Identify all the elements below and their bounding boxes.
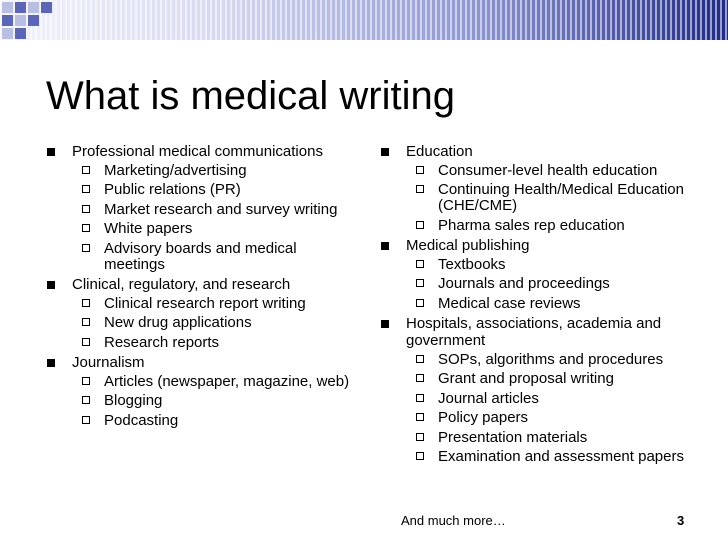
sub-bullet-item xyxy=(406,163,698,179)
sub-bullet-text: Journal articles xyxy=(438,389,539,407)
bullet-text: Medical publishing xyxy=(406,237,530,254)
left-bullet-column xyxy=(46,143,356,432)
sub-bullet-item xyxy=(406,296,698,312)
checker-square xyxy=(28,15,39,26)
sub-bullet-item xyxy=(72,315,356,331)
checker-square xyxy=(2,15,13,26)
page-number: 3 xyxy=(677,513,685,528)
sub-bullet-item xyxy=(72,335,356,351)
hollow-square-bullet-icon xyxy=(82,224,90,232)
sub-bullet-item xyxy=(72,296,356,312)
bullet-text: Journalism xyxy=(72,354,145,371)
checker-square xyxy=(41,2,52,13)
hollow-square-bullet-icon xyxy=(82,318,90,326)
sub-bullet-item xyxy=(72,202,356,218)
square-bullet-icon xyxy=(381,242,389,250)
bullet-item xyxy=(46,143,356,273)
sub-bullet-item xyxy=(406,410,698,426)
bullet-item xyxy=(46,354,356,429)
sub-bullet-item xyxy=(406,352,698,368)
hollow-square-bullet-icon xyxy=(416,221,424,229)
sub-bullet-text: Advisory boards and medical meetings xyxy=(104,239,297,273)
checker-decoration xyxy=(0,0,60,46)
hollow-square-bullet-icon xyxy=(416,279,424,287)
hollow-square-bullet-icon xyxy=(82,416,90,424)
square-bullet-icon xyxy=(381,148,389,156)
sub-bullet-item xyxy=(406,391,698,407)
hollow-square-bullet-icon xyxy=(416,299,424,307)
checker-square xyxy=(15,15,26,26)
hollow-square-bullet-icon xyxy=(416,433,424,441)
sub-bullet-item xyxy=(406,371,698,387)
hollow-square-bullet-icon xyxy=(416,185,424,193)
hollow-square-bullet-icon xyxy=(82,166,90,174)
hollow-square-bullet-icon xyxy=(82,205,90,213)
sub-bullet-text: Medical case reviews xyxy=(438,294,581,312)
sub-bullet-item xyxy=(72,374,356,390)
sub-bullet-text: Grant and proposal writing xyxy=(438,370,614,387)
hollow-square-bullet-icon xyxy=(82,244,90,252)
bullet-item xyxy=(380,315,698,465)
sub-bullet-item xyxy=(72,241,356,273)
bullet-text: Clinical, regulatory, and research xyxy=(72,276,291,293)
sub-bullet-list xyxy=(406,163,698,234)
hollow-square-bullet-icon xyxy=(416,260,424,268)
sub-bullet-text: Pharma sales rep education xyxy=(438,216,625,234)
sub-bullet-item xyxy=(406,430,698,446)
sub-bullet-item xyxy=(406,182,698,214)
sub-bullet-text: Podcasting xyxy=(104,411,179,429)
bullet-text: Education xyxy=(406,143,473,160)
hollow-square-bullet-icon xyxy=(416,413,424,421)
sub-bullet-text: Textbooks xyxy=(438,255,506,273)
bullet-text: Hospitals, associations, academia and government xyxy=(406,315,662,349)
sub-bullet-text: Research reports xyxy=(104,333,220,351)
sub-bullet-text: Presentation materials xyxy=(438,428,588,446)
square-bullet-icon xyxy=(47,359,55,367)
sub-bullet-item xyxy=(72,221,356,237)
sub-bullet-item xyxy=(72,393,356,409)
sub-bullet-text: Marketing/advertising xyxy=(104,161,247,179)
sub-bullet-list xyxy=(72,163,356,273)
checker-square xyxy=(2,28,13,39)
sub-bullet-text: Policy papers xyxy=(438,409,529,426)
header-band-stripes xyxy=(0,0,728,40)
footer-note: And much more… xyxy=(401,513,506,528)
bullet-item xyxy=(380,237,698,312)
hollow-square-bullet-icon xyxy=(416,166,424,174)
sub-bullet-text: Journals and proceedings xyxy=(438,275,610,292)
checker-square xyxy=(15,28,26,39)
sub-bullet-text: Blogging xyxy=(104,392,163,409)
sub-bullet-text: SOPs, algorithms and procedures xyxy=(438,350,664,368)
square-bullet-icon xyxy=(47,148,55,156)
hollow-square-bullet-icon xyxy=(416,374,424,382)
square-bullet-icon xyxy=(381,320,389,328)
sub-bullet-list xyxy=(406,257,698,312)
bullet-item xyxy=(380,143,698,234)
sub-bullet-text: Market research and survey writing xyxy=(104,200,338,218)
sub-bullet-text: Consumer-level health education xyxy=(438,161,658,179)
sub-bullet-text: New drug applications xyxy=(104,314,252,331)
hollow-square-bullet-icon xyxy=(416,355,424,363)
sub-bullet-text: Clinical research report writing xyxy=(104,294,306,312)
sub-bullet-item xyxy=(72,413,356,429)
hollow-square-bullet-icon xyxy=(82,377,90,385)
hollow-square-bullet-icon xyxy=(82,338,90,346)
sub-bullet-text: Examination and assessment papers xyxy=(438,448,684,465)
sub-bullet-text: Continuing Health/Medical Education (CHE/CME) xyxy=(438,181,684,214)
checker-square xyxy=(15,2,26,13)
checker-square xyxy=(28,2,39,13)
sub-bullet-list xyxy=(406,352,698,466)
hollow-square-bullet-icon xyxy=(416,394,424,402)
sub-bullet-item xyxy=(72,163,356,179)
checker-square xyxy=(2,2,13,13)
bullet-item xyxy=(46,276,356,351)
bullet-text: Professional medical communications xyxy=(72,143,323,160)
slide-title: What is medical writing xyxy=(46,74,456,118)
sub-bullet-item xyxy=(406,218,698,234)
sub-bullet-text: Articles (newspaper, magazine, web) xyxy=(104,372,350,390)
sub-bullet-item xyxy=(406,449,698,465)
square-bullet-icon xyxy=(47,281,55,289)
sub-bullet-item xyxy=(406,257,698,273)
right-bullet-column xyxy=(380,143,698,469)
sub-bullet-text: White papers xyxy=(104,220,193,237)
sub-bullet-list xyxy=(72,296,356,351)
sub-bullet-item xyxy=(72,182,356,198)
hollow-square-bullet-icon xyxy=(416,452,424,460)
sub-bullet-text: Public relations (PR) xyxy=(104,181,241,198)
sub-bullet-list xyxy=(72,374,356,429)
sub-bullet-item xyxy=(406,276,698,292)
hollow-square-bullet-icon xyxy=(82,299,90,307)
hollow-square-bullet-icon xyxy=(82,185,90,193)
hollow-square-bullet-icon xyxy=(82,396,90,404)
